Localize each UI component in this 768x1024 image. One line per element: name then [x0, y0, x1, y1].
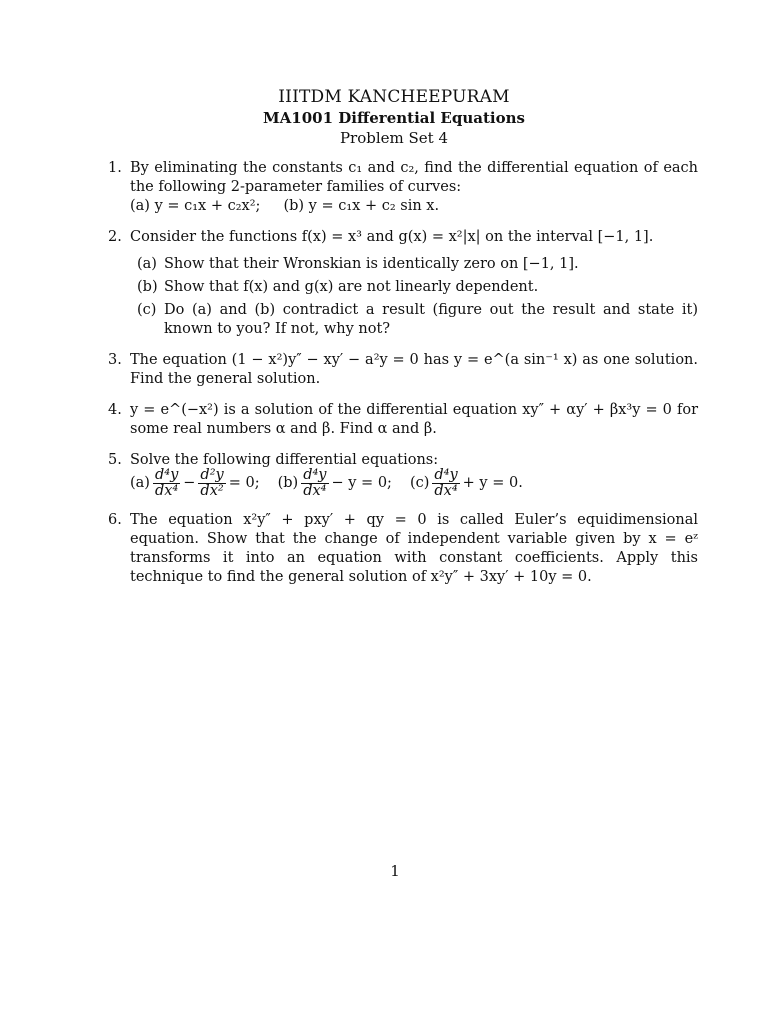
fraction-d2y-dx2: [198, 468, 225, 499]
subpart-c: [137, 301, 698, 339]
problem-list: [108, 159, 698, 599]
fraction-d4y-dx4: [153, 468, 180, 499]
equation-a-label: (a): [130, 475, 150, 491]
subpart-a: [137, 255, 698, 274]
equation-rest: = 0;: [228, 475, 260, 491]
problem-number: 5.: [108, 452, 122, 468]
subpart-text: Show that their Wronskian is identically zero on [−1, 1].: [164, 256, 579, 272]
equation-b-label: (b): [277, 475, 299, 491]
fraction-numerator: d⁴y: [154, 467, 179, 483]
problem-3: [108, 351, 698, 389]
equation-rest: + y = 0.: [462, 475, 523, 491]
subpart-label: (b): [137, 279, 158, 295]
problem-text: The equation x²y″ + pxy′ + qy = 0 is called Euler’s equidimensional equation. Show that the change of independent variable given by x = eᶻ transforms it into an equation with constant coefficients. Apply this technique to find the general solution of x²y″ + 3xy′ + 10y = 0.: [130, 512, 698, 585]
problem-text: By eliminating the constants c₁ and c₂, find the differential equation of each the following 2-parameter families of curves:: [130, 160, 698, 195]
fraction-denominator: dx⁴: [303, 483, 327, 499]
subpart-list: [130, 255, 698, 339]
course-title: MA1001 Differential Equations: [263, 109, 525, 127]
problem-number: 2.: [108, 229, 122, 245]
document-header: [0, 86, 768, 148]
subpart-text: Show that f(x) and g(x) are not linearly dependent.: [164, 279, 539, 295]
subpart-label: (a): [137, 256, 157, 272]
subpart-text: Do (a) and (b) contradict a result (figure out the result and state it) known to you? If not, why not?: [164, 302, 698, 337]
equation-c-label: (c): [409, 475, 430, 491]
problem-text: y = e^(−x²) is a solution of the differential equation xy″ + αy′ + βx³y = 0 for some real numbers α and β. Find α and β.: [130, 402, 698, 437]
problem-number: 1.: [108, 160, 122, 176]
fraction-denominator: dx⁴: [434, 483, 458, 499]
problem-number: 3.: [108, 352, 122, 368]
fraction-d4y-dx4: [301, 468, 328, 499]
fraction-numerator: d⁴y: [434, 467, 458, 483]
problem-5: [108, 451, 698, 499]
fraction-d4y-dx4: [432, 468, 459, 499]
problem-number: 6.: [108, 512, 122, 528]
fraction-denominator: dx⁴: [154, 483, 179, 499]
problem-set-title: Problem Set 4: [339, 129, 449, 147]
equation-rest: − y = 0;: [331, 475, 392, 491]
problem-6: [108, 511, 698, 587]
problem-2: [108, 228, 698, 339]
problem-text: Solve the following differential equations:: [130, 452, 439, 468]
equation-row: [130, 468, 698, 499]
equation-operator: −: [183, 475, 196, 491]
problem-1: [108, 159, 698, 216]
problem-parts-line: (a) y = c₁x + c₂x²; (b) y = c₁x + c₂ sin x.: [130, 198, 440, 214]
fraction-denominator: dx²: [200, 483, 224, 499]
problem-text: The equation (1 − x²)y″ − xy′ − a²y = 0 has y = e^(a sin⁻¹ x) as one solution. Find the general solution.: [130, 352, 698, 387]
subpart-label: (c): [137, 302, 157, 318]
page-number: 1: [390, 862, 400, 880]
fraction-numerator: d²y: [200, 467, 224, 483]
institute-name: IIITDM KANCHEEPURAM: [278, 87, 510, 107]
problem-text: Consider the functions f(x) = x³ and g(x) = x²|x| on the interval [−1, 1].: [130, 229, 654, 245]
problem-number: 4.: [108, 402, 122, 418]
problem-4: [108, 401, 698, 439]
fraction-numerator: d⁴y: [303, 467, 327, 483]
subpart-b: [137, 278, 698, 297]
